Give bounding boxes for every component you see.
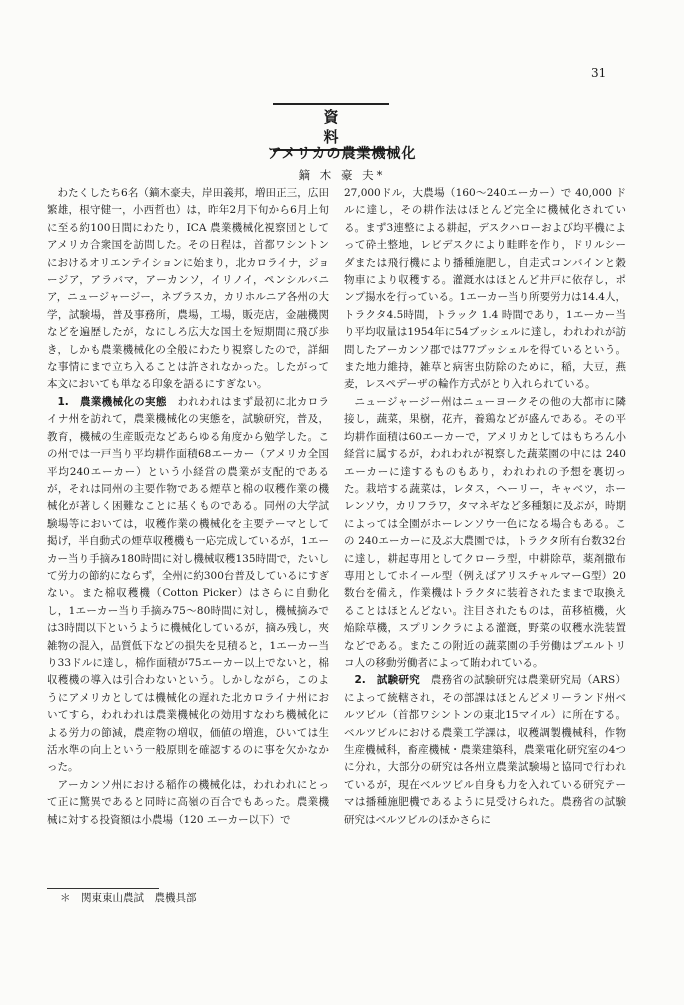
footnote: ＊ 関東東山農試 農機具部 (60, 892, 197, 904)
paragraph: アーカンソ州における稲作の機械化は，われわれにとって正に驚異であると同時に高嶺の百合でもあった。農業機械に対する投資額は小農場（120 エーカー以下）で (47, 778, 329, 826)
paragraph-text: 農務省の試験研究は農業研究局（ARS）によって統轄され，その部課はほとんどメリーランド州ベルツビル（首都ワシントンの東北15マイル）に所在する。ベルツビルにおける農業工学課は，収穫調製機械科，作物生産機械科，畜産機械・農業建築科，農業電化研究室の4つに分れ，大部分の研究は各州立農業試験場と協同で行われているが，現在ベルツビル自身も力を入れている研究テーマは播種施肥機であるように見受けられた。農務省の試験研究はベルツビルのほかさらに (344, 674, 626, 826)
paragraph: わたくしたち6名（鏑木豪夫，岸田義邦，増田正三，広田繁雄，根守健一，小西哲也）は，昨年2月下旬から6月上旬に至る約100日間にわたり，ICA 農業機械化視察団としてアメリカ合衆国を訪問した。その日程は，首都ワシントンにおけるオリエンテイションに始まり，北カロライナ，ジョージア，アラバマ，アーカンソ，イリノイ，ペンシルバニア，ニュージャージー，ネブラスカ，カリホルニア各州の大学，試験場，普及事務所，農場，工場，販売店，金融機関などを遍歴したが，なにしろ広大な国土を短期間に飛び歩き，しかも農業機械化の全般にわたり視察したので，詳細な事情にまで立ち入ることは許されなかった。したがって本文においても単なる印象を語るにすぎない。 (47, 187, 329, 391)
article-author: 鏑 木 豪 夫* (298, 168, 386, 182)
section-paragraph (47, 394, 329, 777)
section-heading: 2. 試験研究 (354, 674, 420, 687)
footnote-rule (47, 888, 159, 889)
left-column (47, 185, 329, 885)
page-number: 31 (591, 66, 607, 80)
paragraph-text: われわれはまず最初に北カロライナ州を訪れて，農業機械化の実態を，試験研究，普及，教育，機械の生産販売などあらゆる角度から勉学した。この州では一戸当り平均耕作面積68エーカー（アメリカ全国平均240エーカー）という小経営の農業が支配的であるが，それは同州の主要作物である煙草と棉の収穫作業の機械化が著しく困難なことに基くものである。同州の大学試験場等においては，収穫作業の機械化を主要テーマとして掲げ，半自動式の煙草収穫機も一応完成しているが，1エーカー当り手摘み180時間に対し機械収穫135時間で，たいして労力の節約にならず，全州に約300台普及しているにすぎない。また棉収穫機（Cotton Picker）はさらに自動化し，1エーカー当り手摘み75～80時間に対し，機械摘みでは3時間以下というように機械化しているが，摘み残し，夾雑物の混入，品質低下などの損失を見積ると，1エーカー当り33ドルに達し，棉作面積が75エーカー以上でないと，棉収穫機の導入は引合わないという。しかしながら，このようにアメリカとしては機械化の遅れた北カロライナ州においてすら，われわれは農業機械化の効用すなわち機械化による労力の節減，農産物の増収，価値の増進，ひいては生活水準の向上という一般原則を確認するのに事を欠かなかった。 (47, 395, 329, 774)
section-label: 資 料 (273, 103, 389, 151)
right-column (344, 185, 626, 885)
article-title: アメリカの農業機械化 (267, 146, 417, 162)
paragraph: ニュージャージー州はニューヨークその他の大都市に隣接し，蔬菜，果樹，花卉，養鶏などが盛んである。その平均耕作面積は60エーカーで，アメリカとしてはもちろん小経営に属するが，われわれが視察した蔬菜園の中には 240エーカーに達するものもあり，われわれの予想を裏切った。栽培する蔬菜は，レタス，ヘーリー，キャベツ，ホーレンソウ，カリフラワ，タマネギなど多種類に及ぶが，時期によっては全園がホーレンソウ一色になる場合もある。この 240エーカーに及ぶ大農園では，トラクタ所有台数32台に達し，耕起専用としてクローラ型，中耕除草，薬剤撒布専用としてホイール型（例えばアリスチャルマーG型）20数台を備え，作業機はトラクタに装着されたままで取換えることはほとんどない。注目されたものは，苗移植機，火焔除草機，スプリンクラによる灌漑，野菜の収穫水洗装置などである。またこの附近の蔬菜園の手労働はプエルトリコ人の移動労働者によって賄われている。 (344, 395, 626, 669)
section-paragraph (344, 672, 626, 829)
section-heading: 1. 農業機械化の実態 (57, 395, 167, 408)
paragraph: 27,000ドル，大農場（160～240エーカー）で 40,000 ドルに達し，その耕作法はほとんど完全に機械化されている。まず3連整による耕起，デスクハローおよび均平機によって砕土整地，レビデスクにより畦畔を作り，ドリルシーダまたは飛行機により播種施肥し，自走式コンバインと穀物車により収穫する。灌漑水はほとんど井戸に依存し，ポンプ揚水を行っている。1エーカー当り所要労力は14.4人，トラクタ4.5時間，トラック 1.4 時間であり，1エーカー当り平均収量は1954年に54ブッシェルに達し，われわれが訪問したアーカンソ郡では77ブッシェルを得ているという。また地力維持，雑草と病害虫防除のために，稲，大豆，燕麦，レスペデーザの輪作方式がとり入れられている。 (344, 187, 626, 391)
